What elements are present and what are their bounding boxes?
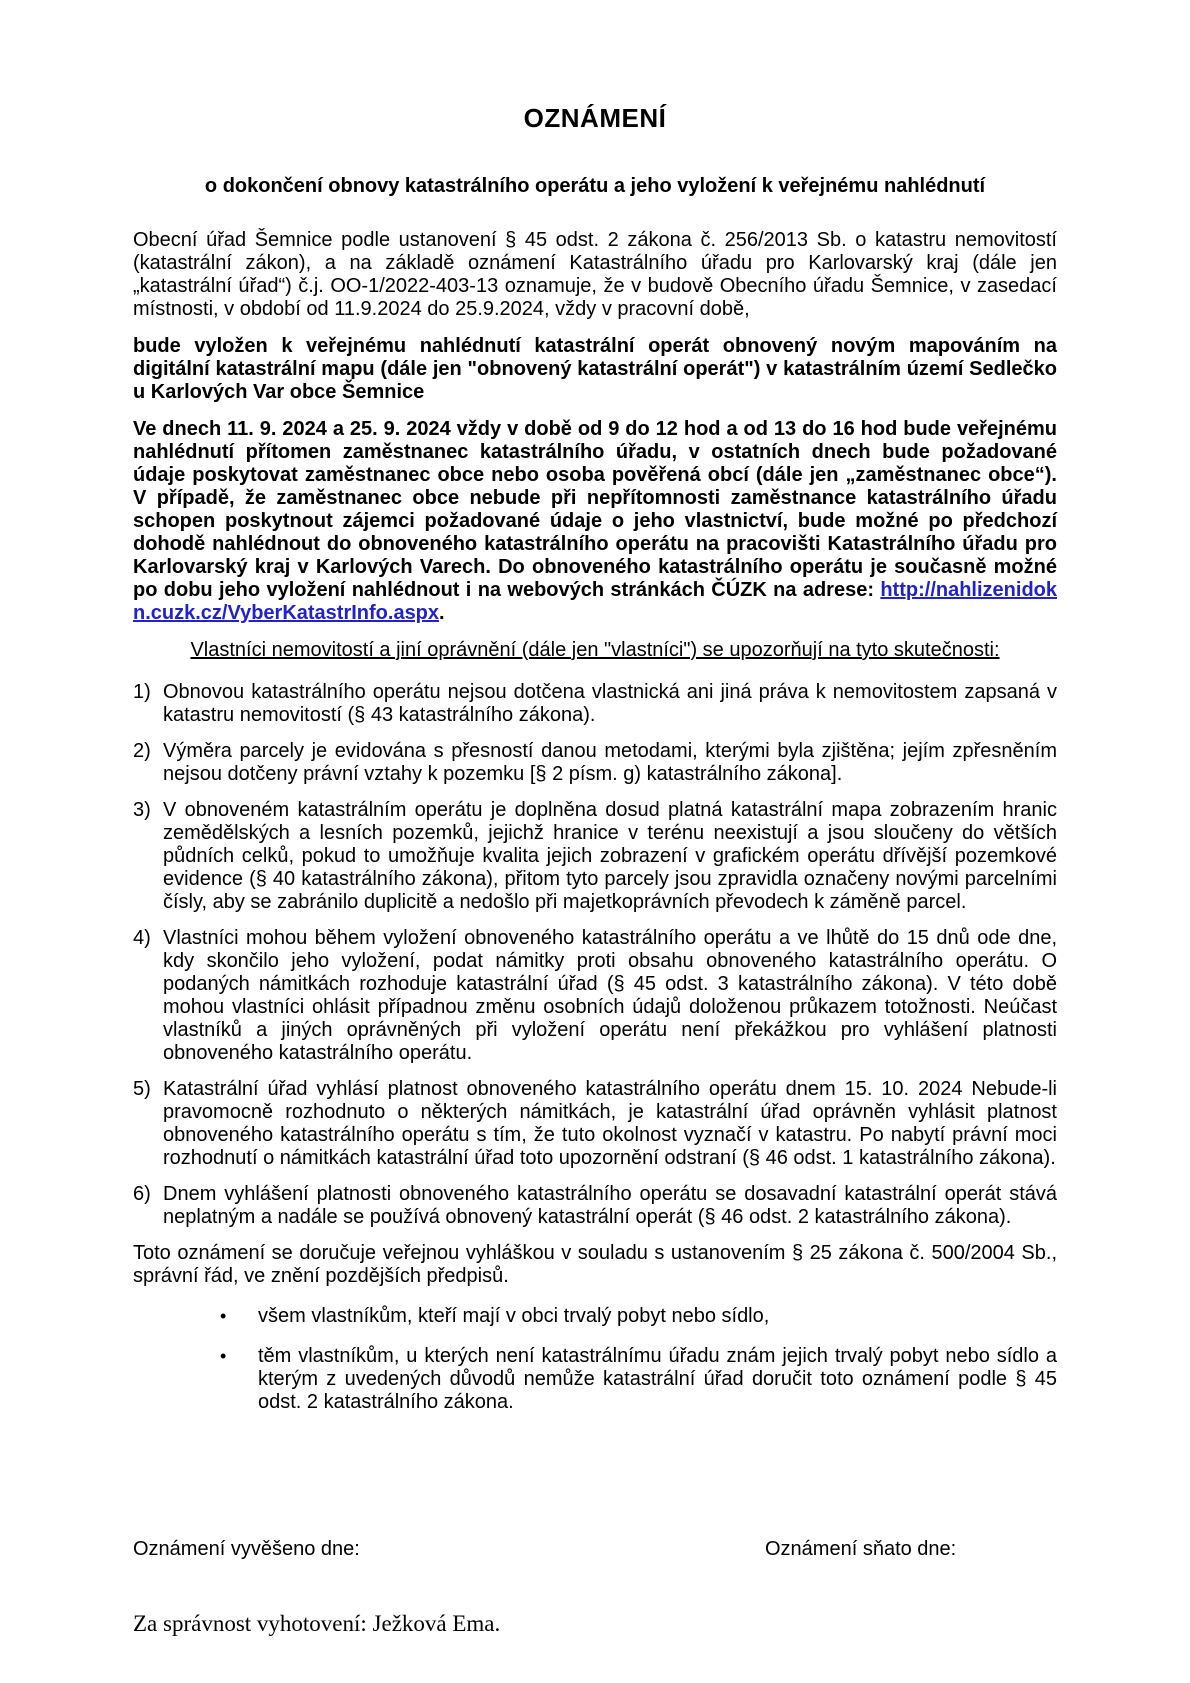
item-text: V obnoveném katastrálním operátu je doplněna dosud platná katastrální mapa zobrazením hranic zemědělských a lesních pozemků, jejichž hranice v terénu neexistují a jsou sloučeny do větších půdních celků, pokud to umožňuje kvalita jejich zobrazení v grafickém operátu dřívější pozemkové evidence (§ 40 katastrálního zákona), přitom tyto parcely jsou zpravidla označeny novými parcelními čísly, aby se zabránilo duplicitě a nedošlo při majetkoprávních převodech k záměně parcel.: [163, 799, 1057, 913]
bullet-text: všem vlastníkům, kteří mají v obci trvalý pobyt nebo sídlo,: [258, 1305, 770, 1327]
announcement-paragraph: bude vyložen k veřejnému nahlédnutí katastrální operát obnovený novým mapováním na digitální katastrální mapu (dále jen "obnovený katastrální operát") v katastrálním území Sedlečko u Karlových Var obce Šemnice: [133, 335, 1057, 403]
intro-paragraph: Obecní úřad Šemnice podle ustanovení § 45 odst. 2 zákona č. 256/2013 Sb. o katastru nemovitostí (katastrální zákon), a na základě oznámení Katastrálního úřadu pro Karlovarský kraj (dále jen „katastrální úřad“) č.j. OO-1/2022-403-13 oznamuje, že v budově Obecního úřadu Šemnice, v zasedací místnosti, v období od 11.9.2024 do 25.9.2024, vždy v pracovní době,: [133, 229, 1057, 320]
removed-date-label: Oznámení sňato dne:: [765, 1538, 957, 1560]
notice-title: OZNÁMENÍ: [523, 103, 667, 133]
closing-paragraph: Toto oznámení se doručuje veřejnou vyhláškou v souladu s ustanovením § 25 zákona č. 500/2004 Sb., správní řád, ve znění pozdějších předpisů.: [133, 1242, 1057, 1287]
owners-notice-heading: Vlastníci nemovitostí a jiní oprávnění (dále jen "vlastníci") se upozorňují na tyto skutečnosti:: [190, 639, 1000, 661]
notice-subtitle: o dokončení obnovy katastrálního operátu a jeho vyložení k veřejnému nahlédnutí: [204, 175, 986, 197]
item-text: Katastrální úřad vyhlásí platnost obnoveného katastrálního operátu dnem 15. 10. 2024 Nebude-li pravomocně rozhodnuto o některých námitkách, je katastrální úřad oprávněn vyhlásit platnost obnoveného katastrálního operátu s tím, že tuto okolnost vyznačí v katastru. Po nabytí právní moci rozhodnutí o námitkách katastrální úřad toto upozornění odstraní (§ 46 odst. 1 katastrálního zákona).: [163, 1078, 1057, 1169]
item-text: Výměra parcely je evidována s přesností danou metodami, kterými byla zjištěna; jejím zpřesněním nejsou dotčeny právní vztahy k pozemku [§ 2 písm. g) katastrálního zákona].: [163, 740, 1057, 785]
bullet-icon: •: [220, 1346, 227, 1366]
signature-line: Za správnost vyhotovení: Ježková Ema.: [133, 1611, 501, 1636]
posted-date-label: Oznámení vyvěšeno dne:: [133, 1538, 360, 1560]
item-marker: 2): [133, 740, 151, 762]
bullet-item: [220, 1345, 1057, 1414]
bullet-text: těm vlastníkům, u kterých není katastrálnímu úřadu znám jejich trvalý pobyt nebo sídlo a kterým z uvedených důvodů nemůže katastrální úřad doručit toto oznámení podle § 45 odst. 2 katastrálního zákona.: [258, 1345, 1057, 1413]
cuzk-link[interactable]: http://nahlizenidokn.cuzk.cz/VyberKatastrInfo.aspx: [133, 579, 1057, 624]
notice-content: [133, 104, 1057, 1431]
list-item: [133, 1078, 1057, 1170]
bullet-item: [220, 1305, 1057, 1328]
numbered-list: [133, 681, 1057, 1229]
bullet-icon: •: [220, 1306, 227, 1326]
item-marker: 3): [133, 799, 151, 821]
item-marker: 5): [133, 1078, 151, 1100]
item-text: Dnem vyhlášení platnosti obnoveného katastrálního operátu se dosavadní katastrální operát stává neplatným a nadále se používá obnovený katastrální operát (§ 46 odst. 2 katastrálního zákona).: [163, 1183, 1057, 1228]
list-item: [133, 1183, 1057, 1229]
list-item: [133, 799, 1057, 914]
item-marker: 6): [133, 1183, 151, 1205]
inspection-text: Ve dnech 11. 9. 2024 a 25. 9. 2024 vždy v době od 9 do 12 hod a od 13 do 16 hod bude veřejnému nahlédnutí přítomen zaměstnanec katastrálního úřadu, v ostatních dnech bude požadované údaje poskytovat zaměstnanec obce nebo osoba pověřená obcí (dále jen „zaměstnanec obce“). V případě, že zaměstnanec obce nebude při nepřítomnosti zaměstnance katastrálního úřadu schopen poskytnout zájemci požadované údaje o jeho vlastnictví, bude možné po předchozí dohodě nahlédnout do obnoveného katastrálního operátu na pracovišti Katastrálního úřadu pro Karlovarský kraj v Karlových Varech. Do obnoveného katastrálního operátu je současně možné po dobu jeho vyložení nahlédnout i na webových stránkách ČÚZK na adrese:: [133, 418, 1057, 601]
bullet-list: [220, 1305, 1057, 1414]
item-marker: 4): [133, 927, 151, 949]
inspection-paragraph: [133, 418, 1057, 625]
item-text: Vlastníci mohou během vyložení obnoveného katastrálního operátu a ve lhůtě do 15 dnů ode dne, kdy skončilo jeho vyložení, podat námitky proti obsahu obnoveného katastrálního operátu. O podaných námitkách rozhoduje katastrální úřad (§ 45 odst. 3 katastrálního zákona). V této době mohou vlastníci ohlásit případnou změnu osobních údajů doloženou průkazem totožnosti. Neúčast vlastníků a jiných oprávněných při vyložení operátu není překážkou pro vyhlášení platnosti obnoveného katastrálního operátu.: [163, 927, 1057, 1064]
item-marker: 1): [133, 681, 151, 703]
list-item: [133, 681, 1057, 727]
list-item: [133, 740, 1057, 786]
date-labels-row: [133, 1538, 1057, 1561]
after-link-period: .: [439, 602, 445, 624]
list-item: [133, 927, 1057, 1065]
item-text: Obnovou katastrálního operátu nejsou dotčena vlastnická ani jiná práva k nemovitostem zapsaná v katastru nemovitostí (§ 43 katastrálního zákona).: [163, 681, 1057, 726]
